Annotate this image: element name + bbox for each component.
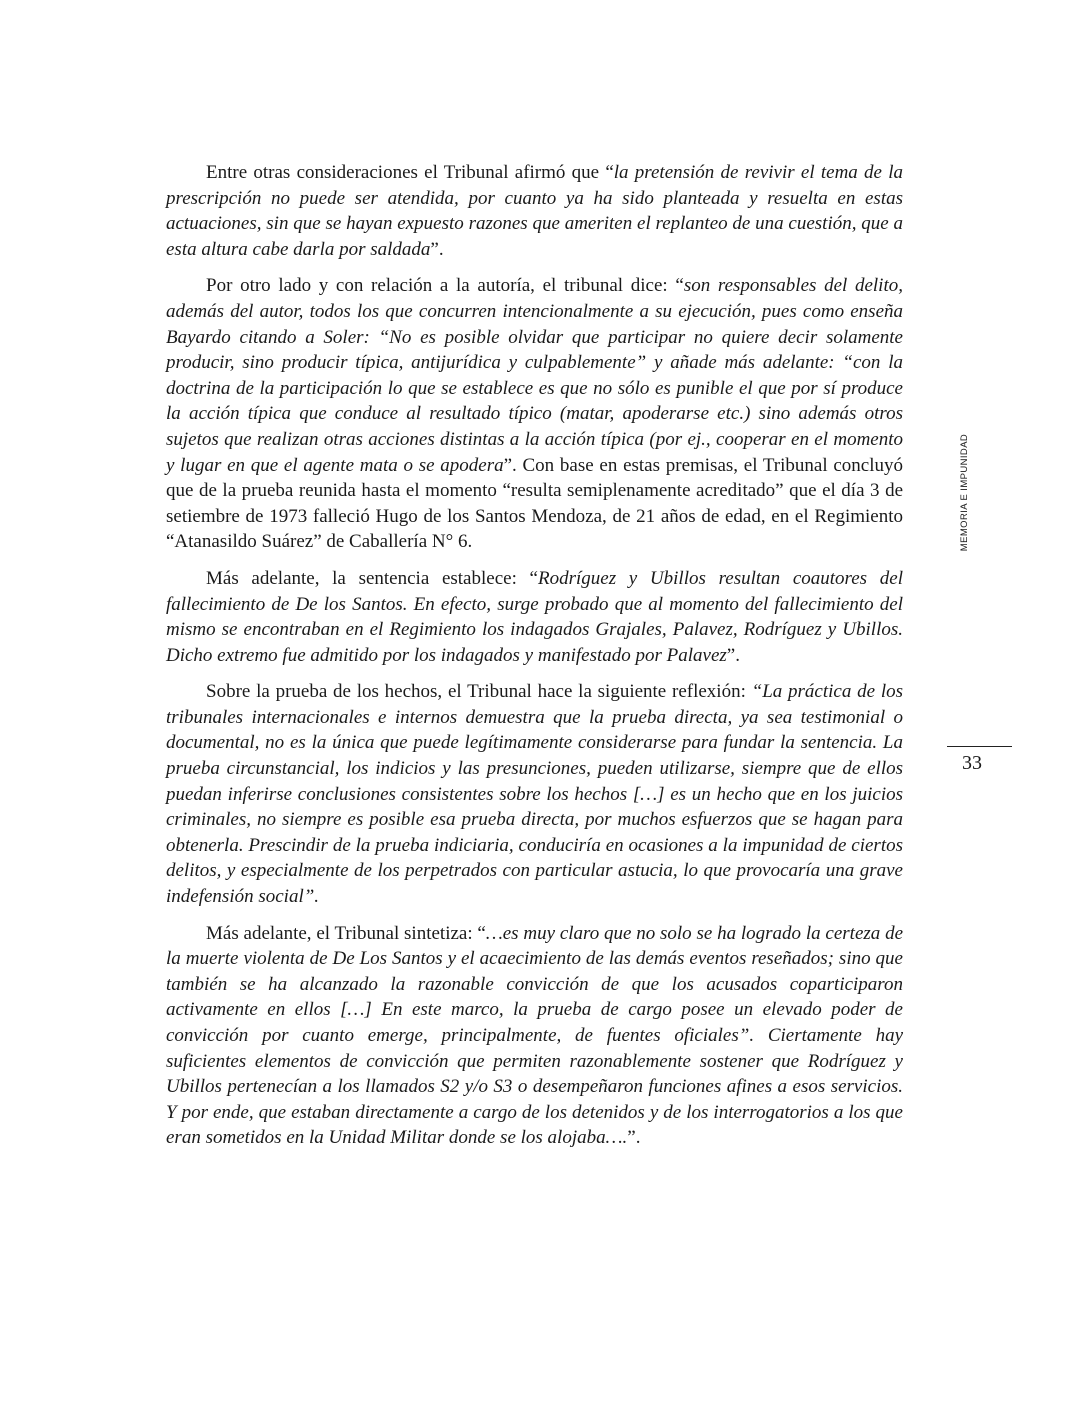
- paragraph: [166, 566, 903, 668]
- paragraph: [166, 160, 903, 262]
- body-text: [166, 160, 903, 1162]
- text-run: Por otro lado y con relación a la autoría, el tribunal dice: “: [206, 275, 684, 297]
- text-run: ”.: [430, 238, 444, 260]
- page-number-rule: [947, 746, 1012, 747]
- running-head-text: MEMORIA E IMPUNIDAD: [959, 433, 971, 552]
- text-run: Sobre la prueba de los hechos, el Tribunal hace la siguiente reflexión:: [206, 681, 752, 703]
- paragraph: [166, 921, 903, 1151]
- text-run: ”. Con base en estas premisas, el Tribunal concluyó que de la prueba reunida hasta el momento “resulta semiplenamente acreditado” que el día 3 de setiembre de 1973 falleció Hugo de los Santos Mendoza, de 21 años de edad, en el Regimiento “Atanasildo Suárez” de Caballería N° 6.: [166, 454, 904, 553]
- italic-quote: Rodríguez y Ubillos resultan coautores del fallecimiento de De los Santos. En efecto, surge probado que al momento del fallecimiento del mismo se encontraban en el Regimiento los indagados Grajales, Palavez, Rodríguez y Ubillos. Dicho extremo fue admitido por los indagados y manifestado por Palavez: [166, 567, 903, 666]
- paragraph: [166, 679, 903, 909]
- italic-quote: …es muy claro que no solo se ha logrado la certeza de la muerte violenta de De Los Santos y el acaecimiento de las demás eventos reseñados; sino que también se ha alcanzado la razonable convicción de que los acusados coparticiparon activamente en ellos […] En este marco, la prueba de cargo posee un elevado poder de convicción por cuanto emerge, principalmente, de fuentes oficiales”. Ciertamente hay suficientes elementos de convicción que permiten razonablemente sostener que Rodríguez y Ubillos pertenecían a los llamados S2 y/o S3 o desempeñaron funciones afines a esos servicios. Y por ende, que estaban directamente a cargo de los detenidos y de los interrogatorios a los que eran sometidos en la Unidad Militar donde se los alojaba….: [166, 922, 903, 1149]
- text-run: Entre otras consideraciones el Tribunal afirmó que “: [206, 162, 614, 183]
- text-run: Más adelante, la sentencia establece: “: [206, 567, 538, 589]
- text-run: Más adelante, el Tribunal sintetiza: “: [206, 922, 486, 944]
- italic-quote: son responsables del delito, además del autor, todos los que concurren intencionalmente a su ejecución, pues como enseña Bayardo citando a Soler: “No es posible olvidar que participar no quiere decir solamente producir, sino producir típica, antijurídica y culpablemente” y añade más adelante: “con la doctrina de la participación lo que se establece es que no sólo es punible el que por sí produce la acción típica que conduce al resultado típico (matar, apoderarse etc.) sino además otros sujetos que realizan otras acciones distintas a la acción típica (por ej., cooperar en el momento y lugar en que el agente mata o se apodera: [166, 275, 903, 476]
- italic-quote: la pretensión de revivir el tema de la prescripción no puede ser atendida, por cuanto ya ha sido planteada y resuelta en estas actuaciones, sin que se hayan expuesto razones que ameriten el replanteo de una cuestión, que a esta altura cabe darla por saldada: [166, 162, 903, 260]
- paragraph: [166, 273, 903, 555]
- running-head: [953, 420, 977, 565]
- text-run: ”.: [627, 1127, 641, 1149]
- text-run: ”.: [726, 644, 740, 666]
- italic-quote: “La práctica de los tribunales internacionales e internos demuestra que la prueba directa, ya sea testimonial o documental, no es la única que puede legítimamente considerarse para fundar la sentencia. La prueba circunstancial, los indicios y las presunciones, pueden utilizarse, siempre que de ellos puedan inferirse conclusiones consistentes sobre los hechos […] es un hecho que en los juicios criminales, no siempre es posible esa prueba directa, por muchos esfuerzos que se hagan para obtenerla. Prescindir de la prueba indiciaria, conduciría en ocasiones a la impunidad de ciertos delitos, y especialmente de los perpetrados con particular astucia, lo que provocaría una grave indefensión social”.: [166, 681, 903, 908]
- page-number: 33: [962, 752, 982, 774]
